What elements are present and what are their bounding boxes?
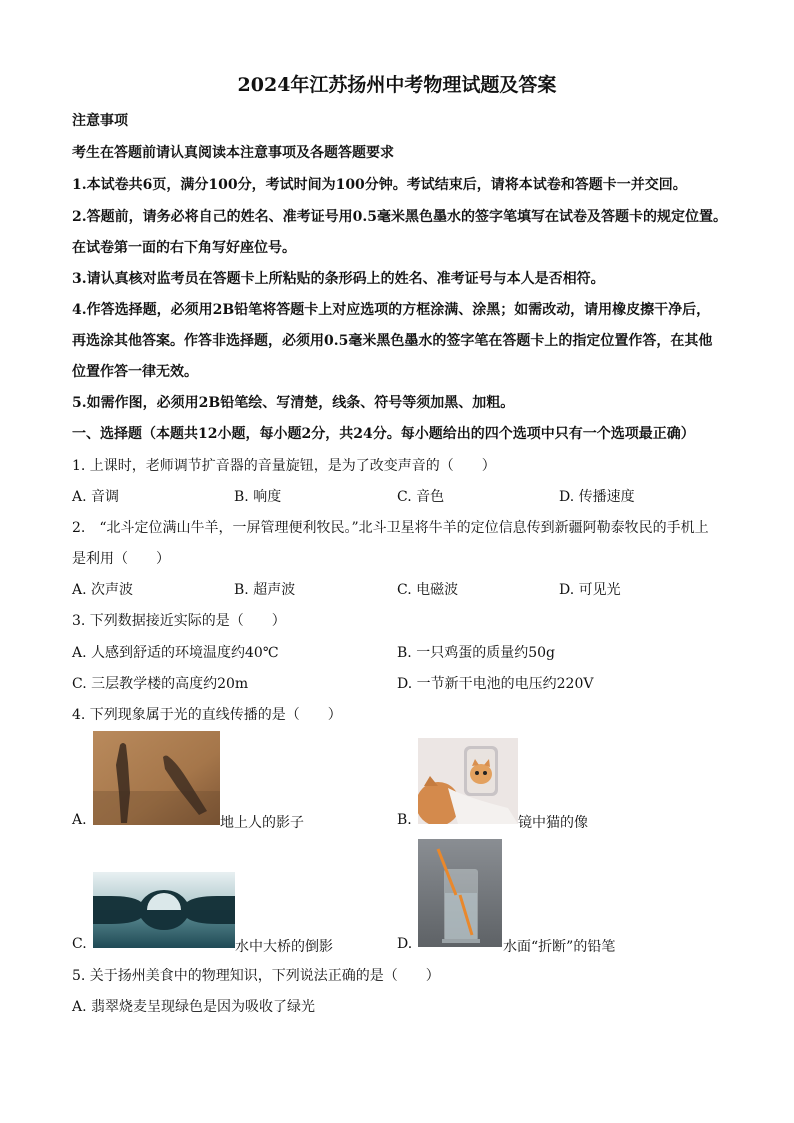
q4-option-d-caption: 水面“折断”的铅笔 xyxy=(503,939,616,955)
q4-option-b-caption: 镜中猫的像 xyxy=(518,815,588,831)
q3-option-a: A. 人感到舒适的环境温度约40℃ xyxy=(72,645,279,661)
notice-heading: 注意事项 xyxy=(72,113,128,129)
question-1-stem: 1. 上课时，老师调节扩音器的音量旋钮，是为了改变声音的（ ） xyxy=(72,458,496,474)
q3-option-c: C. 三层教学楼的高度约20m xyxy=(72,676,249,692)
notice-item-4-cont: 再选涂其他答案。作答非选择题，必须用0.5毫米黑色墨水的签字笔在答题卡上的指定位置作答，在其他 xyxy=(72,333,713,349)
shadow-photo xyxy=(93,731,220,825)
notice-item-4-cont2: 位置作答一律无效。 xyxy=(72,364,198,380)
q3-option-b: B. 一只鸡蛋的质量约50g xyxy=(397,645,555,661)
q1-option-c: C. 音色 xyxy=(397,489,445,505)
pencil-glass-photo xyxy=(418,839,502,947)
notice-item-1: 1.本试卷共6页，满分100分，考试时间为100分钟。考试结束后，请将本试卷和答题卡一并交回。 xyxy=(72,177,687,193)
q1-option-d: D. 传播速度 xyxy=(559,489,635,505)
q4-option-d-letter: D. xyxy=(397,936,413,952)
question-2-stem: 2. “北斗定位满山牛羊，一屏管理便利牧民。”北斗卫星将牛羊的定位信息传到新疆阿勒泰牧民的手机上 xyxy=(72,520,709,536)
section-heading: 一、选择题（本题共12小题，每小题2分，共24分。每小题给出的四个选项中只有一个选项最正确） xyxy=(72,426,695,442)
q1-option-b: B. 响度 xyxy=(234,489,282,505)
bridge-reflection-photo xyxy=(93,872,235,948)
notice-item-5: 5.如需作图，必须用2B铅笔绘、写清楚，线条、符号等须加黑、加粗。 xyxy=(72,395,515,411)
q2-option-b: B. 超声波 xyxy=(234,582,296,598)
q1-option-a: A. 音调 xyxy=(72,489,120,505)
q4-option-a-caption: 地上人的影子 xyxy=(220,815,304,831)
q4-option-a-letter: A. xyxy=(72,812,87,828)
notice-item-4: 4.作答选择题，必须用2B铅笔将答题卡上对应选项的方框涂满、涂黑；如需改动，请用橡皮擦干净后， xyxy=(72,302,711,318)
question-2-stem-cont: 是利用（ ） xyxy=(72,551,170,567)
notice-item-2-cont: 在试卷第一面的右下角写好座位号。 xyxy=(72,240,296,256)
q2-option-a: A. 次声波 xyxy=(72,582,134,598)
page-title: 2024年江苏扬州中考物理试题及答案 xyxy=(237,74,557,96)
q3-option-d: D. 一节新干电池的电压约220V xyxy=(397,676,594,692)
notice-item-2: 2.答题前，请务必将自己的姓名、准考证号用0.5毫米黑色墨水的签字笔填写在试卷及答题卡的规定位置。 xyxy=(72,209,727,225)
q5-option-a: A. 翡翠烧麦呈现绿色是因为吸收了绿光 xyxy=(72,999,316,1015)
q4-option-c-letter: C. xyxy=(72,936,87,952)
question-4-stem: 4. 下列现象属于光的直线传播的是（ ） xyxy=(72,707,342,723)
cat-mirror-photo xyxy=(418,738,518,824)
q2-option-c: C. 电磁波 xyxy=(397,582,459,598)
question-5-stem: 5. 关于扬州美食中的物理知识，下列说法正确的是（ ） xyxy=(72,968,440,984)
q4-option-b-letter: B. xyxy=(397,812,412,828)
notice-item-3: 3.请认真核对监考员在答题卡上所粘贴的条形码上的姓名、准考证号与本人是否相符。 xyxy=(72,271,605,287)
question-3-stem: 3. 下列数据接近实际的是（ ） xyxy=(72,613,286,629)
q2-option-d: D. 可见光 xyxy=(559,582,621,598)
q4-option-c-caption: 水中大桥的倒影 xyxy=(235,939,333,955)
notice-intro: 考生在答题前请认真阅读本注意事项及各题答题要求 xyxy=(72,145,394,161)
